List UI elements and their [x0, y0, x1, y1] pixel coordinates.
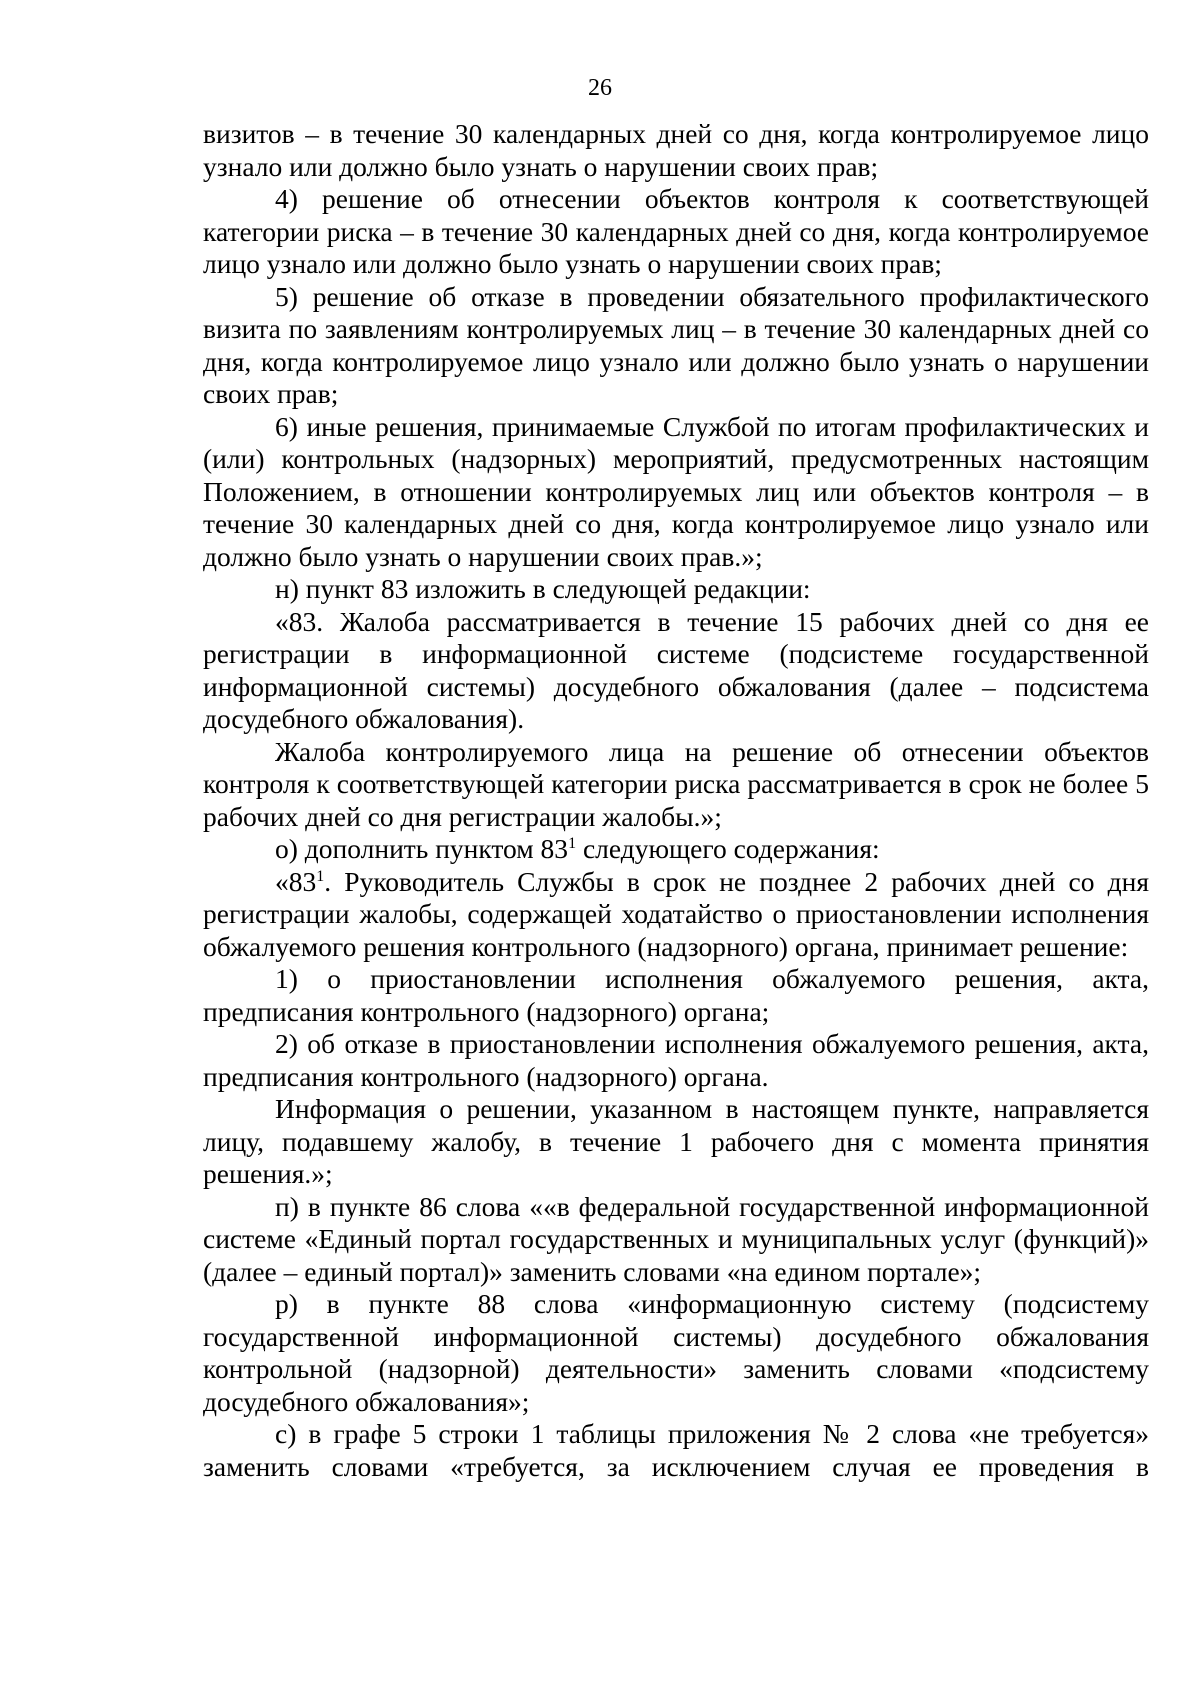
paragraph-decision-2: 2) об отказе в приостановлении исполнения обжалуемого решения, акта, предписания контрольного (надзорного) органа. — [203, 1028, 1149, 1092]
paragraph-decision-info: Информация о решении, указанном в настоящем пункте, направляется лицу, подавшему жалобу, в течение 1 рабочего дня с момента принятия решения.»; — [203, 1093, 1149, 1189]
paragraph-point-83-1 — [203, 866, 1149, 964]
paragraph-subitem-n: н) пункт 83 изложить в следующей редакции: — [275, 573, 811, 604]
text-fragment: следующего содержания: — [576, 833, 880, 864]
paragraph-subitem-r: р) в пункте 88 слова «информационную систему (подсистему государственной информационной системы) досудебного обжалования контрольной (надзорной) деятельности» заменить словами «подсистему досудебного обжалования»; — [203, 1288, 1149, 1417]
paragraph-subitem-p: п) в пункте 86 слова ««в федеральной государственной информационной системе «Единый портал государственных и муниципальных услуг (функций)» (далее – единый портал)» заменить словами «на едином портале»; — [203, 1190, 1149, 1287]
paragraph-subitem-o — [203, 833, 1149, 866]
text-fragment: «83 — [275, 865, 317, 897]
paragraph-item-6: 6) иные решения, принимаемые Службой по итогам профилактических и (или) контрольных (надзорных) мероприятий, предусмотренных настоящим Положением, в отношении контролируемых лиц или объектов контроля – в течение 30 календарных дней со дня, когда контролируемое лицо узнало или должно было узнать о нарушении своих прав.»; — [203, 410, 1149, 572]
page-number: 26 — [588, 75, 612, 101]
document-body — [203, 118, 1149, 1483]
paragraph-point-83: «83. Жалоба рассматривается в течение 15 рабочих дней со дня ее регистрации в информационной системе (подсистеме государственной информационной системы) досудебного обжалования (далее – подсистема досудебного обжалования). — [203, 605, 1149, 734]
paragraph-decision-1: 1) о приостановлении исполнения обжалуемого решения, акта, предписания контрольного (надзорного) органа; — [203, 963, 1149, 1027]
paragraph-complaint-risk-category: Жалоба контролируемого лица на решение об отнесении объектов контроля к соответствующей категории риска рассматривается в срок не более 5 рабочих дней со дня регистрации жалобы.»; — [203, 735, 1149, 832]
text-fragment: . Руководитель Службы в срок не позднее 2 рабочих дней со дня регистрации жалобы, содержащей ходатайство о приостановлении исполнения обжалуемого решения контрольного (надзорного) органа, принимает решение: — [203, 865, 1149, 962]
paragraph-visits-deadline: визитов – в течение 30 календарных дней со дня, когда контролируемое лицо узнало или должно было узнать о нарушении своих прав; — [203, 118, 1149, 182]
superscript: 1 — [568, 834, 577, 852]
paragraph-subitem-s: с) в графе 5 строки 1 таблицы приложения № 2 слова «не требуется» заменить словами «требуется, за исключением случая ее проведения в — [203, 1418, 1149, 1482]
text-fragment: о) дополнить пунктом 83 — [275, 833, 569, 864]
paragraph-item-5: 5) решение об отказе в проведении обязательного профилактического визита по заявлениям контролируемых лиц – в течение 30 календарных дней со дня, когда контролируемое лицо узнало или должно было узнать о нарушении своих прав; — [203, 280, 1149, 409]
paragraph-item-4: 4) решение об отнесении объектов контроля к соответствующей категории риска – в течение 30 календарных дней со дня, когда контролируемое лицо узнало или должно было узнать о нарушении своих прав; — [203, 183, 1149, 279]
superscript: 1 — [316, 867, 325, 885]
